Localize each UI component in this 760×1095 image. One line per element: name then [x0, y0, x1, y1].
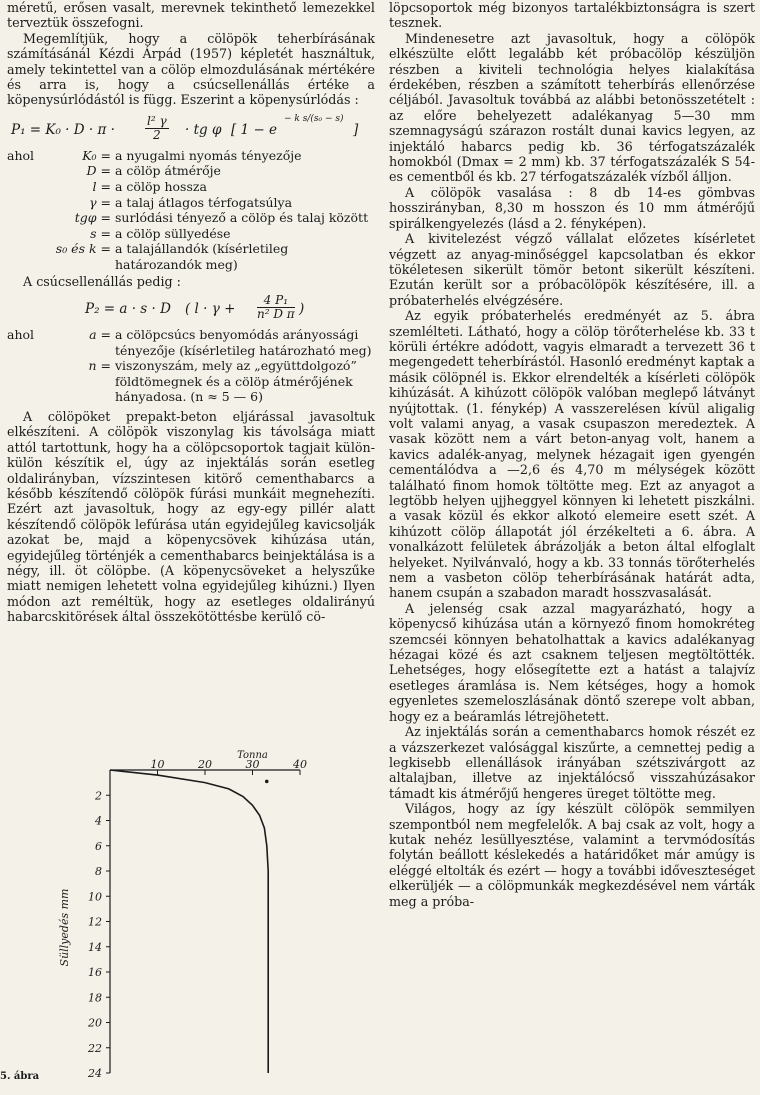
paragraph-prepakt: A cölöpöket prepakt-beton eljárással javasoltuk elkészíteni. A cölöpök viszonylag kis távolsága miatt attól tartottunk, hogy ha a cölöpcsoportok tagjait külön-külön készítik el, úgy az injektálás során esetleg oldalirányban, vízszintesen kitörő cementhabarcs a később készítendő cölöpök fúrási munkáit megnehezíti. Ezért azt javasoltuk, hogy az egy-egy pillér alatt készítendő cölöpök lefúrása után egyidejűleg kavicsolják azokat be, majd a köpenycsövek kihúzása után, egyidejűleg történjék a cementhabarcs beinjektálása is a négy, ill. öt cölöpbe. (A köpenycsöveket a helyszűke miatt nemigen lehetett volna egyidejűleg kihúzni.) Ilyen módon azt reméltük, hogy az esetleges oldalirányú habarcskitörések által összekötöttésbe kerülő cö-: [7, 408, 375, 625]
paragraph-tip-resistance: A csúcsellenállás pedig :: [23, 273, 181, 289]
definition-lead: [7, 163, 41, 179]
eq1-bracket: [ 1 − e: [231, 121, 278, 138]
x-axis-title: Tonna: [237, 750, 268, 761]
eq1-numerator: l² γ: [147, 113, 167, 128]
definition-text: a cölöp átmérője: [115, 163, 221, 179]
x-tick-label: 10: [150, 758, 165, 771]
y-tick-label: 8: [95, 865, 102, 878]
paragraph-load-test-result: Az egyik próbaterhelés eredményét az 5. ábra szemlélteti. Látható, hogy a cölöp törőterhelése kb. 33 t körüli értékre adódott, vagyis elmaradt a tervezett 36 t megengedett teherbírástól. Hasonló eredményt kaptak a másik cölöpnél is. Ekkor elrendelték a kísérleti cölöpök kihúzását. A kihúzott cölöpök valóban meglepő látványt nyújtottak. (1. fénykép) A vasszerelésen kívül aligalig volt valami anyag, a vasak csupaszon meredeztek. A vasak között nem a várt beton-anyag volt, hanem a kavics adalék-anyag, melynek hézagait igen gyengén cementálódva a —2,6 és 4,70 m mélységek között található finom homok töltötte meg. Ezt az anyagot a legtöbb helyen ujjheggyel könnyen ki lehetett piszkálni. a vasak közül és ekkor alkotó elemeire esett szét. A kihúzott cölöp állapotát jól érzékelteti a 6. ábra. A vonalkázott felületek ábrázolják a beton által elfoglalt helyeket. Nyilvánvaló, hogy a kb. 33 tonnás törőterhelés nem a vasbeton cölöp teherbírásának határát adta, hanem csupán a szabadon maradt hosszvasalását.: [389, 308, 755, 601]
eq1-fraction: [145, 115, 169, 142]
definition-lead: [7, 241, 41, 272]
definition-text: a talaj átlagos térfogatsúlya: [115, 194, 293, 210]
definition-lead: ahol: [7, 147, 35, 163]
definition-row: [7, 358, 375, 405]
definition-symbol: s₀ és k =: [55, 241, 111, 257]
paragraph-conclusion: Világos, hogy az így készült cölöpök semmilyen szempontból nem megfelelők. A baj csak az volt, hogy a kutak nehéz lesüllyesztése, valamint a tervmódosítás folytán beállott késlekedés a határidőket már amúgy is eléggé eltolták és ezért — hogy a további időveszteséget elkerüljék — a cölöpmunkák megkezdésével nem várták meg a próba-: [389, 801, 755, 909]
definition-symbol: D =: [86, 163, 111, 179]
definition-row: [7, 241, 375, 272]
y-tick-label: 24: [88, 1067, 102, 1080]
definition-lead: [7, 358, 41, 405]
eq1-denominator: 2: [153, 127, 161, 142]
right-column: [389, 0, 755, 909]
figure-5-load-settlement: [0, 748, 368, 1091]
definition-symbol: n =: [88, 358, 111, 374]
x-tick-label: 40: [293, 758, 307, 771]
figure-caption: 5. ábra: [0, 1071, 40, 1082]
definition-text: a cölöpcsúcs benyomódás arányossági tényezője (kísérletileg határozható meg): [115, 327, 372, 358]
eq2-numerator: 4 P₁: [257, 294, 295, 308]
definitions-p1: [7, 148, 375, 273]
definition-symbol: a =: [89, 327, 111, 342]
x-tick-label: 20: [198, 758, 212, 771]
load-settlement-curve: [110, 770, 268, 1073]
paragraph-continuation: méretű, erősen vasalt, merevnek tekinthető lemezekkel terveztük összefogni.: [7, 0, 375, 31]
definition-symbol: tgφ =: [74, 210, 111, 226]
x-tick-label: 30: [245, 758, 260, 771]
y-tick-label: 10: [88, 890, 102, 904]
chart-svg: [0, 748, 368, 1091]
data-point-marker: [265, 780, 269, 784]
definition-lead: ahol: [7, 327, 35, 342]
y-tick-label: 20: [88, 1016, 102, 1030]
y-tick-label: 12: [88, 915, 102, 929]
equation-p1: [7, 112, 375, 148]
definition-text: a cölöp süllyedése: [115, 225, 231, 241]
y-tick-label: 6: [95, 839, 102, 853]
y-tick-label: 4: [95, 814, 102, 828]
left-column: [7, 0, 375, 625]
eq1-exponent: − k s/(s₀ − s): [284, 113, 344, 124]
y-tick-label: 14: [88, 940, 102, 954]
y-tick-label: 2: [95, 789, 102, 803]
definition-lead: [7, 226, 41, 242]
definition-row: [7, 179, 375, 195]
eq1-close: ]: [353, 121, 359, 138]
eq1-mid: · tg φ: [185, 121, 222, 138]
definition-lead: [7, 195, 41, 211]
definition-row: [7, 163, 375, 179]
paragraph-test-piles: Mindenesetre azt javasoltuk, hogy a cölöpök elkészülte előtt legalább két próbacölöp készüljön részben a kiviteli technológia helyes kialakítása érdekében, részben a számított teherbírás ellenőrzése céljából. Javasoltuk továbbá az alábbi betonösszetételt : az előre behelyezett adalékanyag 5—30 mm szemnagyságú szárazon rostált dunai kavics legyen, az injektáló habarcs pedig kb. 36 térfogatszázalék homokból (Dmax = 2 mm) kb. 37 térfogatszázalék S 54-es cementből és kb. 27 térfogatszázalék vízből álljon.: [389, 30, 755, 185]
definitions-p2: [7, 327, 375, 405]
definition-row: [7, 327, 375, 358]
definition-text: surlódási tényező a cölöp és talaj között: [115, 210, 369, 226]
definition-symbol: l =: [92, 179, 111, 195]
eq2-close: ): [299, 301, 305, 317]
paragraph-kezdi-formula-intro: Megemlítjük, hogy a cölöpök teherbírásának számításánál Kézdi Árpád (1957) képletét használtuk, amely tekintettel van a cölöp elmozdulásának mértékére és arra is, hogy a csúcsellenállás értéke a köpenysúrlódástól is függ. Eszerint a köpenysúrlódás :: [7, 30, 375, 108]
definition-text: a cölöp hossza: [115, 179, 207, 195]
y-tick-label: 16: [88, 966, 102, 979]
eq2-denominator: n² D π: [257, 307, 295, 321]
definition-symbol: s =: [90, 225, 111, 241]
definition-symbol: K₀ =: [82, 147, 111, 163]
paragraph-reinforcement: A cölöpök vasalása : 8 db 14-es gömbvas hosszirányban, 8,30 m hosszon és 10 mm átmérőjű spirálkengyelezés (lásd a 2. fényképen).: [389, 184, 755, 231]
definition-row: [7, 226, 375, 242]
definition-text: viszonyszám, mely az „együttdolgozó” földtömegnek és a cölöp átmérőjének hányadosa. (n ≈ 5 — 6): [115, 358, 357, 405]
definition-row: [7, 195, 375, 211]
eq2-fraction: [257, 294, 295, 321]
equation-p2: [7, 291, 375, 327]
definition-text: a talajállandók (kísérletileg határozandók meg): [115, 241, 289, 272]
definition-row: [7, 210, 375, 226]
definition-symbol: γ =: [89, 194, 111, 210]
definition-text: a nyugalmi nyomás tényezője: [115, 147, 302, 163]
definition-lead: [7, 210, 41, 226]
eq2-inner: ( l · γ +: [185, 301, 236, 317]
paragraph-contractor-test: A kivitelezést végző vállalat előzetes kísérletet végzett az anyag-minőséggel kapcsolatban és ekkor tökéletesen sikerült tömör betont sikerült készíteni. Ezután került sor a próbacölöpök készítésére, ill. a próbaterhelés elvégzésére.: [389, 231, 755, 308]
eq1-lhs: P₁ = K₀ · D · π ·: [11, 121, 115, 138]
definition-lead: [7, 179, 41, 195]
y-tick-label: 22: [88, 1041, 102, 1055]
paragraph-continuation-right: löpcsoportok még bizonyos tartalékbiztonságra is szert tesznek.: [389, 0, 755, 31]
eq2-lhs: P₂ = a · s · D: [85, 301, 171, 317]
paragraph-explanation: A jelenség csak azzal magyarázható, hogy a köpenycső kihúzása után a környező finom homokréteg szemcséi könnyen behatolhattak a kavics adalékanyag hézagai közé és azt csaknem teljesen megtöltötték. Lehetséges, hogy elősegítette ezt a hatást a talajvíz esetleges áramlása is. Nem kétséges, hogy a homok egyenletes szemeloszlásának döntő szerepe volt abban, hogy ez a beáramlás létrejöhetett.: [389, 600, 755, 724]
y-axis-title: Süllyedés mm: [58, 888, 71, 967]
definition-row: [7, 148, 375, 164]
y-tick-label: 18: [88, 991, 102, 1005]
paragraph-injection: Az injektálás során a cementhabarcs homok részét ez a vázszerkezet valósággal kiszűrte, a cemnettej pedig a legkisebb ellenállások irányában szétszivárgott az altalajban, illetve az injektálócső visszahúzásakor támadt kis átmérőjű hengeres üreget töltötte meg.: [389, 724, 755, 801]
